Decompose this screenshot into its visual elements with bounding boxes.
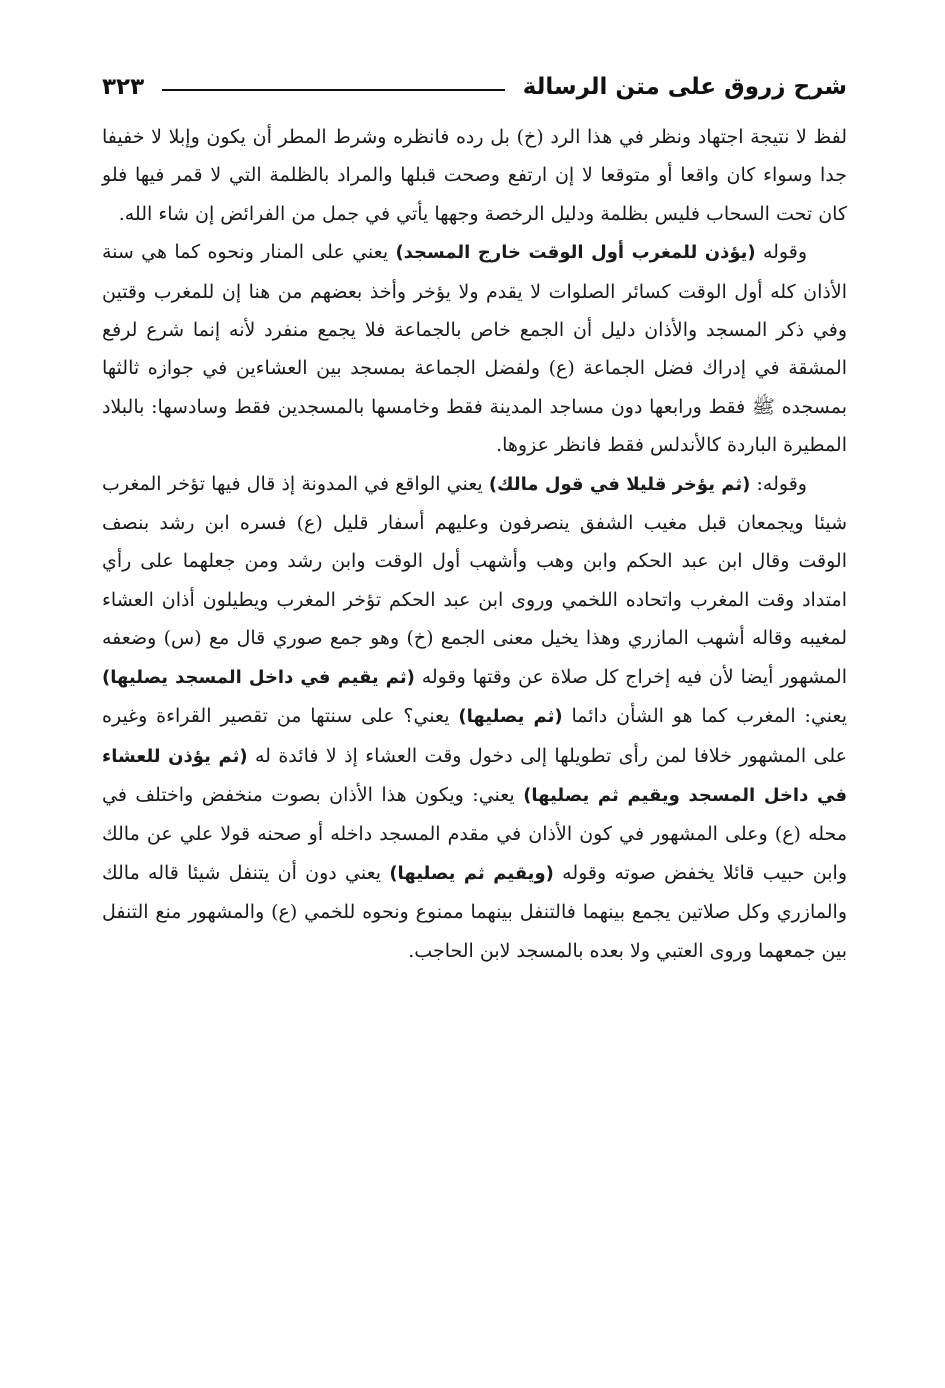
text-segment: وقوله — [755, 241, 808, 264]
text-segment: لفظ لا نتيجة اجتهاد ونظر في هذا الرد (خ) بل رده فانظره وشرط المطر أن يكون وإبلا لا خفيفا جدا وسواء كان واقعا أو متوقعا لا إن ارتفع وصحت قبلها والمراد بالظلمة التي لا قمر فيها فلو كان تحت السحاب فليس بظلمة ودليل الرخصة وجهها يأتي في جمل من الفرائض إن شاء الله. — [102, 126, 847, 225]
header-rule — [162, 89, 505, 91]
quoted-matn: (ويقيم ثم يصليها) — [389, 862, 554, 884]
quoted-matn: (يؤذن للمغرب أول الوقت خارج المسجد) — [395, 242, 756, 264]
body-text — [102, 118, 847, 970]
paragraph-3 — [102, 465, 847, 970]
text-segment: يعني الواقع في المدونة إذ قال فيها تؤخر المغرب شيئا ويجمعان قبل مغيب الشفق ينصرفون وعليهم أسفار قليل (ع) فسره ابن رشد بنصف الوقت وقال ابن عبد الحكم وابن وهب وأشهب أول الوقت وابن رشد ومن جعلهما على رأي امتداد وقت المغرب واتحاده اللخمي وروى ابن عبد الحكم تؤخر المغرب ويطيلون أذان العشاء لمغيبه وقاله أشهب المازري وهذا يخيل معنى الجمع (خ) وهو جمع صوري قال مع (س) وضعفه المشهور أيضا لأن فيه إخراج كل صلاة عن وقتها وقوله — [102, 472, 847, 688]
running-title: شرح زروق على متن الرسالة — [522, 74, 847, 100]
text-segment: يعني؟ على سنتها من تقصير القراءة وغيره على المشهور خلافا لمن رأى تطويلها إلى دخول وقت العشاء إذ لا فائدة له — [102, 705, 847, 767]
quoted-matn: (ثم يصليها) — [458, 706, 563, 728]
page-number: ٣٢٣ — [102, 74, 145, 100]
quoted-matn: (ثم يقيم في داخل المسجد يصليها) — [102, 666, 415, 688]
text-segment: وقوله: — [750, 472, 807, 495]
quoted-matn: (ثم يؤخر قليلا في قول مالك) — [488, 473, 751, 495]
text-segment: يعني: المغرب كما هو الشأن دائما — [562, 705, 847, 728]
text-segment: يعني: ويكون هذا الأذان بصوت منخفض واختلف في محله (ع) وعلى المشهور في كون الأذان في مقدم المسجد داخله أو صحنه قولا علي عن مالك وابن حبيب قائلا يخفض صوته وقوله — [102, 783, 847, 884]
quoted-matn: (ثم يؤذن للعشاء في داخل المسجد ويقيم ثم يصليها) — [102, 745, 847, 806]
page-header — [102, 62, 847, 112]
paragraph-2 — [102, 233, 847, 464]
text-segment: يعني على المنار ونحوه كما هي سنة الأذان كله أول الوقت كسائر الصلوات لا يقدم ولا يؤخر وأخذ بعضهم من هنا إن للمغرب وقتين وفي ذكر المسجد والأذان دليل أن الجمع خاص بالجماعة فلا يجمع منفرد لأنه إنما شرع لرفع المشقة في إدراك فضل الجماعة (ع) ولفضل الجماعة بمسجد بين العشاءين في جوازه ثالثها بمسجده ﷺ فقط ورابعها دون مساجد المدينة فقط وخامسها بالمسجدين فقط وسادسها: بالبلاد المطيرة الباردة كالأندلس فقط فانظر عزوها. — [102, 241, 847, 457]
paragraph-1 — [102, 118, 847, 233]
text-segment: يعني دون أن يتنفل شيئا قاله مالك والمازري وكل صلاتين يجمع بينهما فالتنفل بينهما ممنوع ونحوه للخمي (ع) والمشهور منع التنفل بين جمعهما وروى العتبي ولا بعده بالمسجد لابن الحاجب. — [102, 861, 847, 962]
